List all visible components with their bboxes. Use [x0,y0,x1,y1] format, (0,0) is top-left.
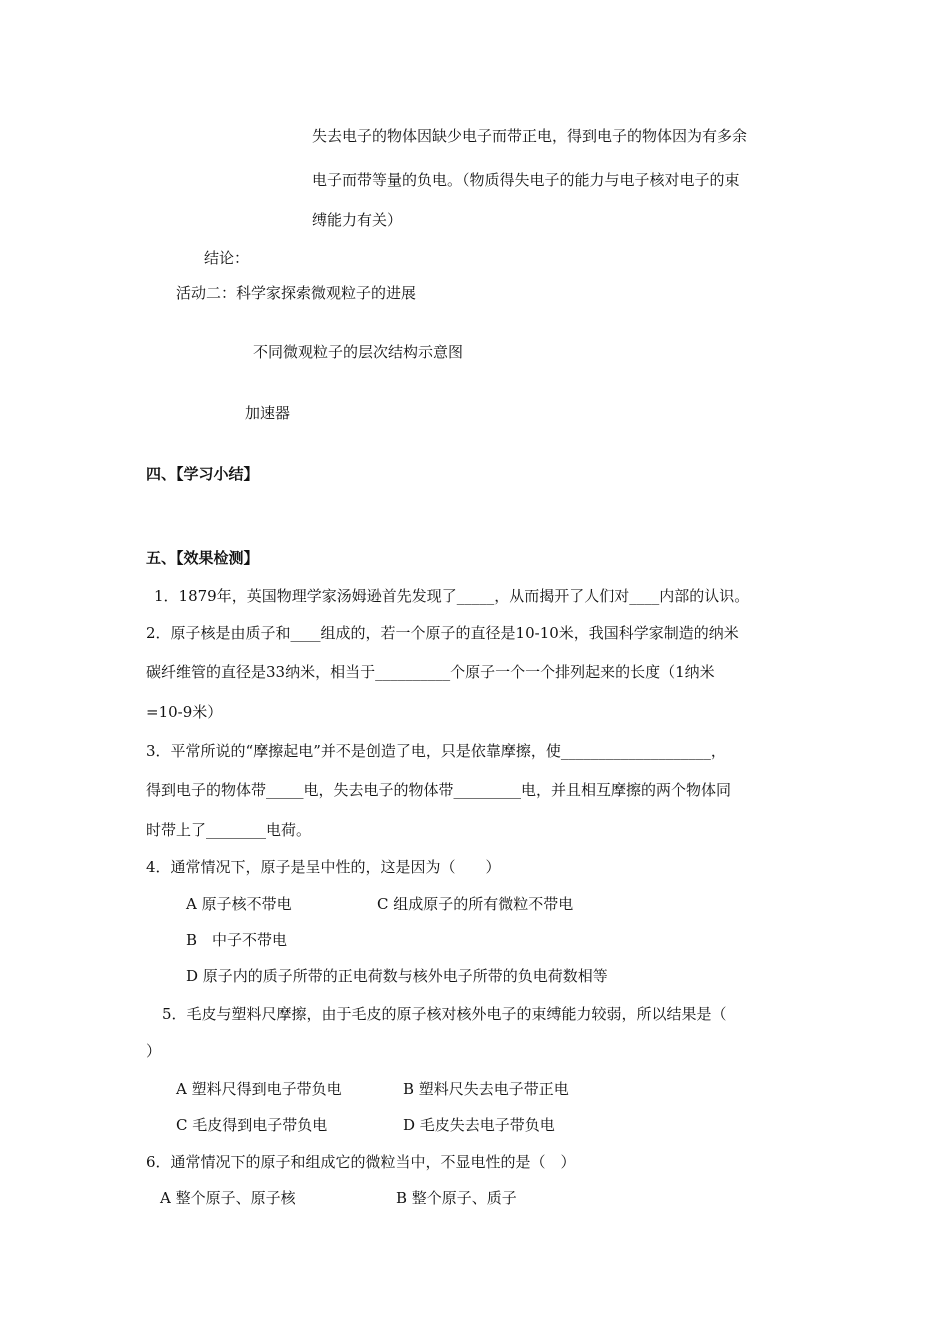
section-four-title: 四、【学习小结】 [146,465,259,483]
question-6-option-b: B 整个原子、质子 [396,1189,517,1207]
activity-two-heading: 活动二：科学家探索微观粒子的进展 [176,284,417,302]
section-five-title: 五、【效果检测】 [146,549,259,567]
question-5-option-b: B 塑料尺失去电子带正电 [403,1080,569,1098]
question-5-option-a: A 塑料尺得到电子带负电 [176,1080,342,1098]
diagram-caption: 不同微观粒子的层次结构示意图 [253,343,464,361]
intro-line-2: 电子而带等量的负电。（物质得失电子的能力与电子核对电子的束 [312,171,740,189]
question-3-line-2: 得到电子的物体带_____电，失去电子的物体带_________电，并且相互摩擦的两个物体同 [146,781,732,799]
question-2-line-2: 碳纤维管的直径是33纳米，相当于__________个原子一个一个排列起来的长度（1纳米 [146,663,715,681]
question-6-option-a: A 整个原子、原子核 [160,1189,296,1207]
question-1: 1．1879年，英国物理学家汤姆逊首先发现了_____，从而揭开了人们对____内部的认识。 [154,587,750,605]
intro-line-3: 缚能力有关） [312,211,403,229]
question-5-option-d: D 毛皮失去电子带负电 [403,1116,555,1134]
conclusion-label: 结论： [204,249,250,267]
question-4-option-c: C 组成原子的所有微粒不带电 [377,895,574,913]
question-4-option-d: D 原子内的质子所带的正电荷数与核外电子所带的负电荷数相等 [186,967,608,985]
accelerator-label: 加速器 [245,404,291,422]
question-3-line-3: 时带上了________电荷。 [146,821,312,839]
question-4-option-b: B 中子不带电 [186,931,288,949]
question-5-line-1: 5．毛皮与塑料尺摩擦，由于毛皮的原子核对核外电子的束缚能力较弱，所以结果是（ [162,1005,727,1023]
intro-line-1: 失去电子的物体因缺少电子而带正电，得到电子的物体因为有多余 [312,127,748,145]
question-2-line-1: 2．原子核是由质子和____组成的，若一个原子的直径是10-10米，我国科学家制造的纳米 [146,624,739,642]
question-3-line-1: 3．平常所说的“摩擦起电”并不是创造了电，只是依靠摩擦，使____________________， [146,742,726,760]
question-2-line-3: =10-9米） [146,703,223,721]
question-5-line-2: ） [146,1042,162,1060]
question-6: 6．通常情况下的原子和组成它的微粒当中，不显电性的是（ ） [146,1153,576,1171]
question-5-option-c: C 毛皮得到电子带负电 [176,1116,328,1134]
question-4: 4．通常情况下，原子是呈中性的，这是因为（ ） [146,858,501,876]
question-4-option-a: A 原子核不带电 [186,895,292,913]
